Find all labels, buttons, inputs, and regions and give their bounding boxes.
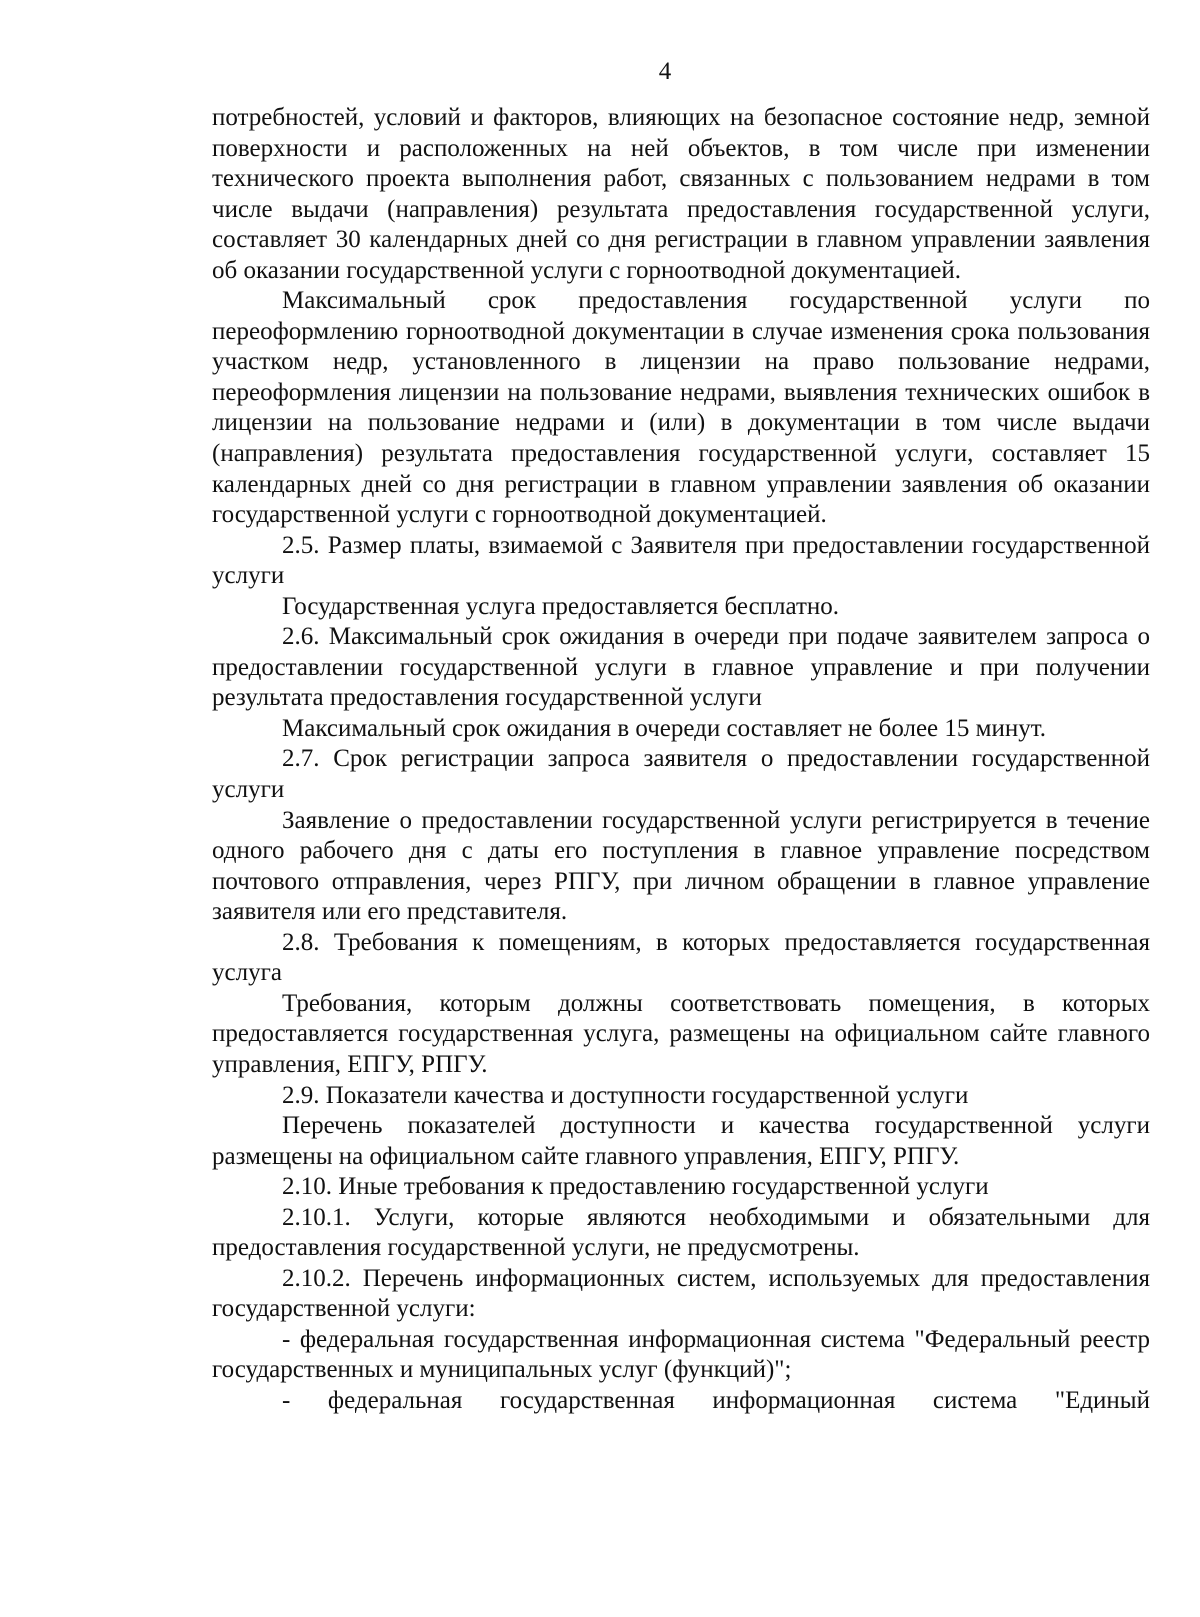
list-item: - федеральная государственная информационная система "Единый bbox=[282, 1386, 1150, 1414]
paragraph: Государственная услуга предоставляется бесплатно. bbox=[282, 592, 840, 620]
paragraph: Требования, которым должны соответствовать помещения, в которых предоставляется государственная услуга, размещены на официальном сайте главного управления, ЕПГУ, РПГУ. bbox=[212, 989, 1150, 1078]
section-heading-2-7: 2.7. Срок регистрации запроса заявителя о предоставлении государственной услуги bbox=[212, 745, 1150, 804]
paragraph: Максимальный срок ожидания в очереди составляет не более 15 минут. bbox=[282, 714, 1047, 742]
section-heading-2-8: 2.8. Требования к помещениям, в которых предоставляется государственная услуга bbox=[212, 928, 1150, 987]
section-heading-2-9: 2.9. Показатели качества и доступности государственной услуги bbox=[282, 1081, 969, 1109]
paragraph: Заявление о предоставлении государственной услуги регистрируется в течение одного рабочего дня с даты его поступления в главное управление посредством почтового отправления, через РПГУ, при личном обращении в главное управление заявителя или его представителя. bbox=[212, 806, 1150, 926]
paragraph: 2.10.1. Услуги, которые являются необходимыми и обязательными для предоставления государственной услуги, не предусмотрены. bbox=[212, 1203, 1150, 1262]
paragraph: потребностей, условий и факторов, влияющих на безопасное состояние недр, земной поверхности и расположенных на ней объектов, в том числе при изменении технического проекта выполнения работ, связанных с пользованием недрами в том числе выдачи (направления) результата предоставления государственной услуги, составляет 30 календарных дней со дня регистрации в главном управлении заявления об оказании государственной услуги с горноотводной документацией. bbox=[212, 104, 1150, 284]
section-heading-2-6: 2.6. Максимальный срок ожидания в очереди при подаче заявителем запроса о предоставлении государственной услуги в главное управление и при получении результата предоставления государственной услуги bbox=[212, 623, 1150, 712]
page-number: 4 bbox=[658, 58, 672, 85]
paragraph: Максимальный срок предоставления государственной услуги по переоформлению горноотводной документации в случае изменения срока пользования участком недр, установленного в лицензии на право пользование недрами, переоформления лицензии на пользование недрами, выявления технических ошибок в лицензии на пользование недрами и (или) в документации в том числе выдачи (направления) результата предоставления государственной услуги, составляет 15 календарных дней со дня регистрации в главном управлении заявления об оказании государственной услуги с горноотводной документацией. bbox=[212, 287, 1150, 529]
paragraph: Перечень показателей доступности и качества государственной услуги размещены на официальном сайте главного управления, ЕПГУ, РПГУ. bbox=[212, 1112, 1150, 1170]
section-heading-2-10: 2.10. Иные требования к предоставлению государственной услуги bbox=[282, 1173, 989, 1201]
paragraph: 2.10.2. Перечень информационных систем, используемых для предоставления государственной услуги: bbox=[212, 1264, 1150, 1323]
document-body bbox=[212, 103, 1150, 1417]
section-heading-2-5: 2.5. Размер платы, взимаемой с Заявителя при предоставлении государственной услуги bbox=[212, 531, 1150, 590]
list-item: - федеральная государственная информационная система "Федеральный реестр государственных и муниципальных услуг (функций)"; bbox=[212, 1325, 1150, 1384]
